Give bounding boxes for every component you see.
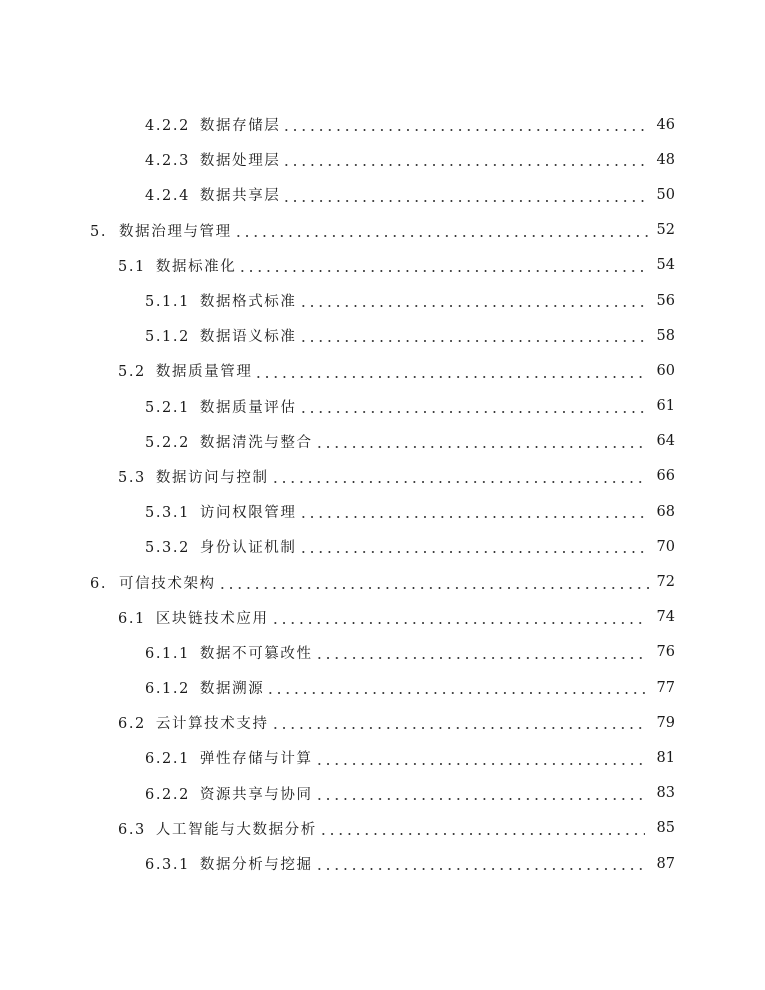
dot-leader	[315, 435, 645, 449]
toc-entry-number: 5.2.1	[145, 399, 190, 416]
toc-entry-title: 数据清洗与整合	[199, 434, 313, 451]
dot-leader	[271, 716, 645, 730]
toc-entry-number: 5.1.2	[145, 329, 190, 346]
toc-entry-page-number: 85	[656, 820, 675, 837]
toc-entry[interactable]	[0, 213, 765, 248]
dot-leader	[282, 118, 645, 132]
toc-entry-title: 区块链技术应用	[155, 610, 269, 627]
toc-entry-title: 资源共享与协同	[199, 786, 313, 803]
toc-entry-page-number: 60	[656, 362, 675, 379]
toc-entry-heading	[145, 783, 313, 804]
toc-entry[interactable]	[0, 529, 765, 564]
toc-entry-page-number: 81	[656, 749, 675, 766]
toc-entry-title: 数据溯源	[199, 681, 265, 698]
toc-entry-heading	[145, 501, 297, 522]
dot-leader	[238, 259, 645, 273]
toc-entry-title: 弹性存储与计算	[199, 751, 313, 768]
dot-leader	[299, 505, 645, 519]
toc-entry-number: 6.1.2	[145, 681, 190, 698]
toc-entry[interactable]	[0, 740, 765, 775]
toc-entry-heading	[145, 642, 313, 663]
toc-entry[interactable]	[0, 248, 765, 283]
dot-leader	[271, 470, 645, 484]
toc-entry[interactable]	[0, 600, 765, 635]
toc-entry-heading	[118, 818, 317, 839]
toc-entry-heading	[145, 747, 313, 768]
toc-entry[interactable]	[0, 318, 765, 353]
toc-entry-title: 身份认证机制	[199, 540, 297, 557]
toc-entry-number: 5.1	[118, 258, 146, 275]
toc-entry-heading	[145, 184, 280, 205]
toc-entry-title: 数据处理层	[199, 153, 281, 170]
toc-entry-page-number: 61	[656, 398, 675, 415]
toc-entry-title: 数据治理与管理	[119, 223, 232, 240]
toc-entry-number: 5.1.1	[145, 294, 190, 311]
toc-entry-title: 人工智能与大数据分析	[155, 821, 317, 838]
toc-entry-title: 数据存储层	[199, 118, 281, 135]
toc-entry-heading	[145, 536, 297, 557]
toc-entry-page-number: 58	[656, 327, 675, 344]
toc-entry-page-number: 87	[656, 855, 675, 872]
toc-entry-number: 6.1.1	[145, 645, 190, 662]
toc-entry[interactable]	[0, 459, 765, 494]
toc-entry-title: 数据访问与控制	[155, 469, 269, 486]
toc-entry-number: 4.2.4	[145, 188, 190, 205]
toc-entry[interactable]	[0, 107, 765, 142]
dot-leader	[315, 857, 645, 871]
toc-entry[interactable]	[0, 353, 765, 388]
toc-entry-title: 数据分析与挖掘	[199, 857, 313, 874]
toc-entry-page-number: 74	[656, 609, 675, 626]
toc-entry-heading	[145, 396, 297, 417]
toc-entry-title: 可信技术架构	[119, 575, 216, 592]
toc-entry-heading	[145, 325, 297, 346]
toc-entry[interactable]	[0, 670, 765, 705]
toc-entry-heading	[90, 220, 232, 241]
toc-entry-heading	[145, 290, 297, 311]
toc-entry[interactable]	[0, 705, 765, 740]
toc-entry-number: 5.2.2	[145, 434, 190, 451]
dot-leader	[271, 611, 645, 625]
toc-entry-number: 6.2.1	[145, 751, 190, 768]
toc-entry-page-number: 48	[656, 151, 675, 168]
toc-entry-title: 数据质量评估	[199, 399, 297, 416]
toc-entry[interactable]	[0, 142, 765, 177]
toc-entry-title: 云计算技术支持	[155, 716, 269, 733]
toc-entry-heading	[118, 466, 269, 487]
toc-entry-title: 数据格式标准	[199, 294, 297, 311]
toc-entry-heading	[118, 607, 269, 628]
toc-entry[interactable]	[0, 494, 765, 529]
toc-entry-page-number: 79	[656, 714, 675, 731]
toc-entry-number: 5.3.2	[145, 540, 190, 557]
dot-leader	[315, 752, 645, 766]
toc-entry-heading	[145, 677, 264, 698]
toc-entry[interactable]	[0, 564, 765, 599]
toc-entry-heading	[118, 712, 269, 733]
dot-leader	[282, 153, 645, 167]
toc-entry-page-number: 46	[656, 116, 675, 133]
toc-entry-title: 访问权限管理	[199, 505, 297, 522]
dot-leader	[282, 189, 645, 203]
toc-entry-title: 数据不可篡改性	[199, 645, 313, 662]
toc-entry-number: 4.2.3	[145, 153, 190, 170]
dot-leader	[266, 681, 645, 695]
toc-entry-page-number: 52	[656, 222, 675, 239]
dot-leader	[234, 224, 653, 238]
toc-entry[interactable]	[0, 846, 765, 881]
toc-entry-page-number: 70	[656, 538, 675, 555]
toc-entry-number: 5.2	[118, 364, 146, 381]
toc-entry-page-number: 68	[656, 503, 675, 520]
toc-entry[interactable]	[0, 177, 765, 212]
dot-leader	[254, 365, 645, 379]
table-of-contents	[0, 107, 765, 881]
toc-entry-page-number: 64	[656, 433, 675, 450]
toc-entry-number: 6.2.2	[145, 786, 190, 803]
toc-entry-page-number: 50	[656, 186, 675, 203]
toc-entry-number: 6.3	[118, 821, 146, 838]
toc-entry-heading	[90, 572, 216, 593]
toc-entry-number: 5.3.1	[145, 505, 190, 522]
dot-leader	[315, 787, 645, 801]
toc-entry-title: 数据共享层	[199, 188, 281, 205]
dot-leader	[218, 576, 653, 590]
toc-entry[interactable]	[0, 635, 765, 670]
toc-entry-title: 数据标准化	[155, 258, 237, 275]
toc-entry-number: 6.1	[118, 610, 146, 627]
dot-leader	[299, 540, 645, 554]
toc-entry[interactable]	[0, 389, 765, 424]
toc-entry-number: 5.3	[118, 469, 146, 486]
toc-entry-heading	[145, 149, 280, 170]
toc-entry-page-number: 66	[656, 468, 675, 485]
toc-entry[interactable]	[0, 283, 765, 318]
toc-entry-title: 数据质量管理	[155, 364, 253, 381]
dot-leader	[299, 329, 645, 343]
dot-leader	[319, 822, 645, 836]
dot-leader	[315, 646, 645, 660]
toc-entry-page-number: 56	[656, 292, 675, 309]
toc-entry-heading	[118, 360, 252, 381]
toc-entry-number: 5.	[90, 223, 108, 240]
dot-leader	[299, 294, 645, 308]
toc-entry-page-number: 72	[656, 574, 675, 591]
toc-entry-heading	[145, 114, 280, 135]
toc-entry-number: 6.2	[118, 716, 146, 733]
toc-entry-page-number: 83	[656, 785, 675, 802]
toc-entry-number: 4.2.2	[145, 118, 190, 135]
toc-entry-heading	[145, 853, 313, 874]
toc-entry-page-number: 77	[656, 679, 675, 696]
toc-entry-page-number: 54	[656, 257, 675, 274]
toc-entry[interactable]	[0, 776, 765, 811]
toc-entry-heading	[118, 255, 236, 276]
toc-entry-heading	[145, 431, 313, 452]
toc-entry[interactable]	[0, 811, 765, 846]
toc-entry-number: 6.3.1	[145, 857, 190, 874]
toc-entry-number: 6.	[90, 575, 108, 592]
dot-leader	[299, 400, 645, 414]
toc-entry-page-number: 76	[656, 644, 675, 661]
toc-entry[interactable]	[0, 424, 765, 459]
toc-entry-title: 数据语义标准	[199, 329, 297, 346]
